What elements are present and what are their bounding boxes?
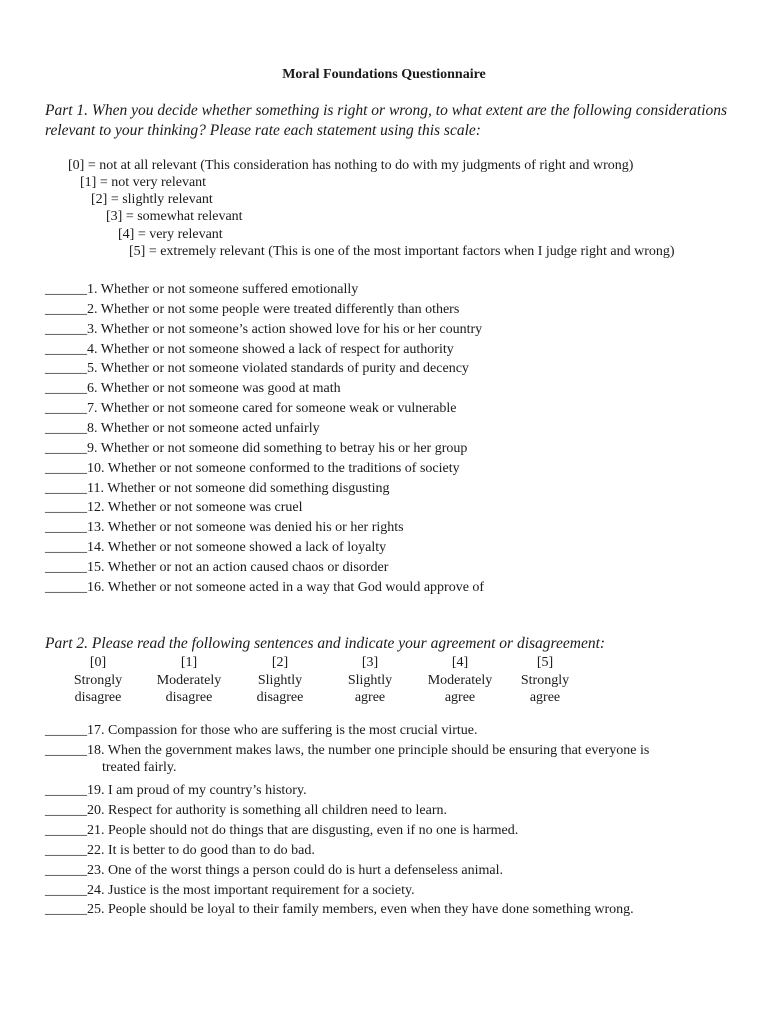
part1-item-2[interactable]: ______2. Whether or not some people were treated differently than others (45, 302, 460, 317)
part2-item-20[interactable]: ______20. Respect for authority is something all children need to learn. (45, 803, 448, 818)
scale-label-line2: agree (529, 690, 561, 705)
scale-label-line1: Slightly (347, 672, 393, 688)
part2-item-23[interactable]: ______23. One of the worst things a person could do is hurt a defenseless animal. (45, 863, 504, 878)
part2-scale-2 (230, 654, 330, 707)
scale-number: [5] (536, 655, 554, 670)
part1-scale-5: [5] = extremely relevant (This is one of the most important factors when I judge right and wrong) (129, 244, 675, 259)
scale-label-line1: Strongly (73, 672, 123, 688)
part1-scale-4: [4] = very relevant (118, 227, 223, 242)
scale-label-line2: agree (354, 690, 386, 705)
part1-item-11[interactable]: ______11. Whether or not someone did something disgusting (45, 481, 390, 496)
part2-item-25[interactable]: ______25. People should be loyal to their family members, even when they have done something wrong. (45, 902, 634, 917)
scale-number: [2] (271, 655, 289, 670)
scale-label-line2: disagree (74, 690, 122, 705)
part2-item-21[interactable]: ______21. People should not do things that are disgusting, even if no one is harmed. (45, 823, 519, 838)
part1-item-6[interactable]: ______6. Whether or not someone was good at math (45, 381, 341, 396)
part2-scale-5 (495, 654, 595, 707)
part1-item-13[interactable]: ______13. Whether or not someone was denied his or her rights (45, 520, 404, 535)
page-title: Moral Foundations Questionnaire (282, 67, 486, 82)
part1-item-8[interactable]: ______8. Whether or not someone acted unfairly (45, 421, 320, 436)
part2-scale-0 (48, 654, 148, 707)
part1-intro: Part 1. When you decide whether something is right or wrong, to what extent are the following considerations relevant to your thinking? Please rate each statement using this scale: (45, 102, 728, 139)
part2-item-24[interactable]: ______24. Justice is the most important requirement for a society. (45, 883, 415, 898)
scale-label-line1: Moderately (427, 672, 493, 688)
scale-number: [3] (361, 655, 379, 670)
scale-number: [4] (451, 655, 469, 670)
part2-item-17[interactable]: ______17. Compassion for those who are suffering is the most crucial virtue. (45, 723, 478, 738)
scale-label-line2: disagree (256, 690, 304, 705)
part2-scale-1 (139, 654, 239, 707)
part1-item-10[interactable]: ______10. Whether or not someone conformed to the traditions of society (45, 461, 460, 476)
scale-label-line1: Moderately (156, 672, 222, 688)
part1-scale-2: [2] = slightly relevant (91, 192, 213, 207)
part2-item-19[interactable]: ______19. I am proud of my country’s history. (45, 783, 307, 798)
part1-scale-3: [3] = somewhat relevant (106, 209, 243, 224)
part1-item-3[interactable]: ______3. Whether or not someone’s action showed love for his or her country (45, 322, 483, 337)
item-text: ______18. When the government makes laws, the number one principle should be ensuring that everyone is (45, 743, 650, 758)
part1-item-14[interactable]: ______14. Whether or not someone showed a lack of loyalty (45, 540, 387, 555)
part1-item-4[interactable]: ______4. Whether or not someone showed a lack of respect for authority (45, 342, 454, 357)
part1-item-15[interactable]: ______15. Whether or not an action caused chaos or disorder (45, 560, 389, 575)
part1-item-12[interactable]: ______12. Whether or not someone was cruel (45, 500, 303, 515)
part1-item-5[interactable]: ______5. Whether or not someone violated standards of purity and decency (45, 361, 469, 376)
part1-item-7[interactable]: ______7. Whether or not someone cared for someone weak or vulnerable (45, 401, 457, 416)
scale-label-line2: agree (444, 690, 476, 705)
scale-number: [0] (89, 655, 107, 670)
scale-label-line1: Strongly (520, 672, 570, 688)
part1-item-9[interactable]: ______9. Whether or not someone did something to betray his or her group (45, 441, 468, 456)
part1-scale-1: [1] = not very relevant (80, 175, 207, 190)
scale-number: [1] (180, 655, 198, 670)
part2-intro: Part 2. Please read the following sentences and indicate your agreement or disagreement: (45, 635, 606, 652)
part2-item-18[interactable] (45, 742, 649, 776)
part2-item-22[interactable]: ______22. It is better to do good than to do bad. (45, 843, 315, 858)
scale-label-line1: Slightly (257, 672, 303, 688)
part1-scale-0: [0] = not at all relevant (This consideration has nothing to do with my judgments of right and wrong) (68, 158, 634, 173)
item-text-continued: treated fairly. (102, 760, 177, 775)
part1-item-1[interactable]: ______1. Whether or not someone suffered emotionally (45, 282, 359, 297)
part1-item-16[interactable]: ______16. Whether or not someone acted in a way that God would approve of (45, 580, 485, 595)
part2-scale-3 (320, 654, 420, 707)
scale-label-line2: disagree (165, 690, 213, 705)
